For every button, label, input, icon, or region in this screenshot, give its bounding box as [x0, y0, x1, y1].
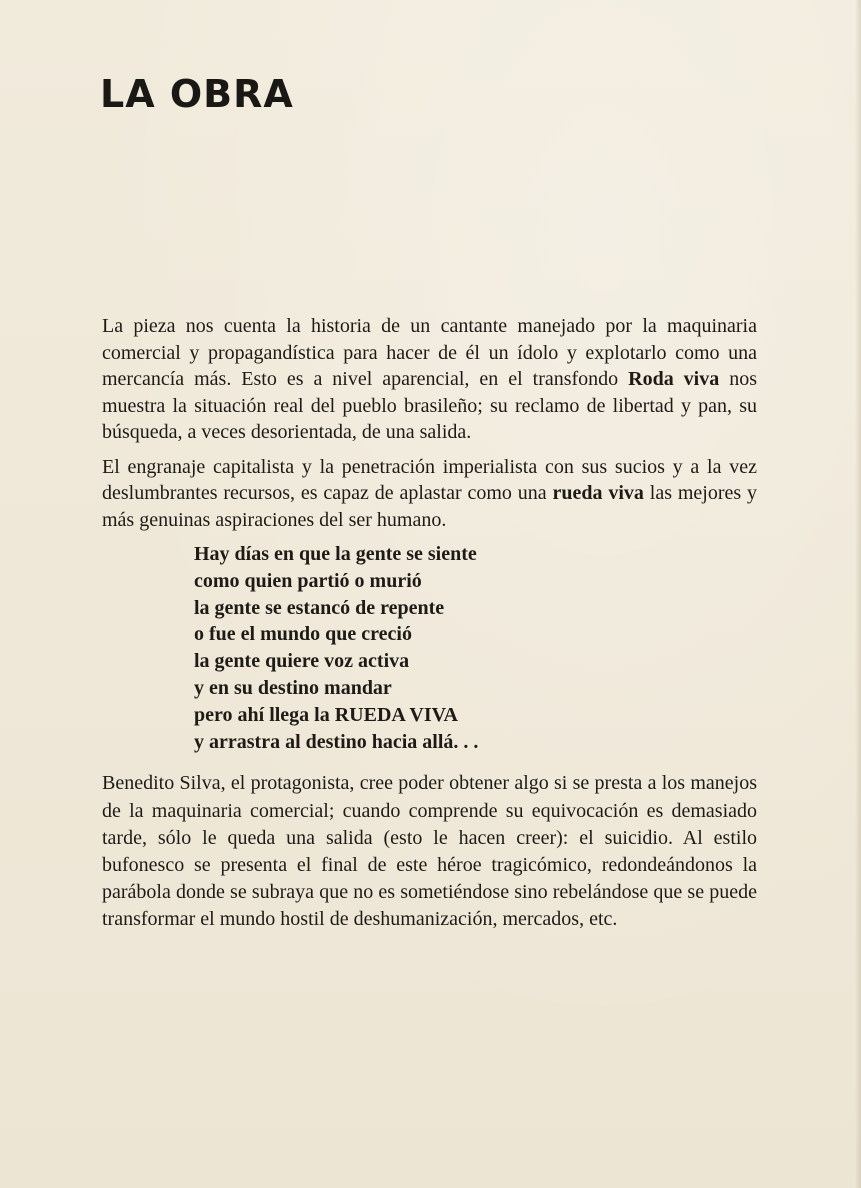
paragraph-capitalism-text-1: El engranaje capitalista y la penetración imperialista con sus sucios y a la vez deslumbrantes recursos, es capaz de aplastar como una [102, 455, 757, 504]
paragraph-protagonist: Benedito Silva, el protagonista, cree poder obtener algo si se presta a los manejos de la maquinaria comercial; cuando comprende su equivocación es demasiado tarde, sólo le queda una salida (esto le hacen creer): el suicidio. Al estilo bufonesco se presenta el final de este héroe tragicómico, redondeándonos la parábola donde se subraya que no es sometiéndose sino rebelándose que se puede transformar el mundo hostil de deshumanización, mercados, etc. [102, 772, 757, 931]
paragraph-capitalism-text-2: las mejores y más genuinas aspiraciones del ser humano. [102, 482, 757, 531]
article-body [102, 313, 757, 942]
verse-line: pero ahí llega la RUEDA VIVA [194, 703, 458, 726]
verse-line: Hay días en que la gente se siente [194, 543, 477, 565]
verse-line: como quien partió o murió [194, 569, 422, 592]
paragraph-capitalism-bold: rueda viva [552, 482, 644, 504]
paragraph-intro-bold: Roda viva [628, 368, 720, 390]
paragraph-intro-text-2: nos muestra la situación real del pueblo brasileño; su reclamo de libertad y pan, su búsqueda, a veces desorientada, de una salida. [102, 368, 757, 443]
paragraph-capitalism [102, 454, 757, 534]
paragraph-intro-text-1: La pieza nos cuenta la historia de un cantante manejado por la maquinaria comercial y propagandística para hacer de él un ídolo y explotarlo como una mercancía más. Esto es a nivel aparencial, en el transfondo [102, 315, 757, 390]
verse-line: la gente se estancó de repente [194, 596, 445, 619]
verse-line: y arrastra al destino hacia allá. . . [194, 730, 479, 753]
song-verse [194, 541, 757, 755]
verse-line: la gente quiere voz activa [194, 650, 410, 673]
verse-line: o fue el mundo que creció [194, 623, 412, 646]
verse-line: y en su destino mandar [194, 676, 392, 699]
page-edge [855, 0, 861, 1188]
paragraph-intro [102, 313, 757, 446]
page-title: LA OBRA [100, 72, 294, 116]
